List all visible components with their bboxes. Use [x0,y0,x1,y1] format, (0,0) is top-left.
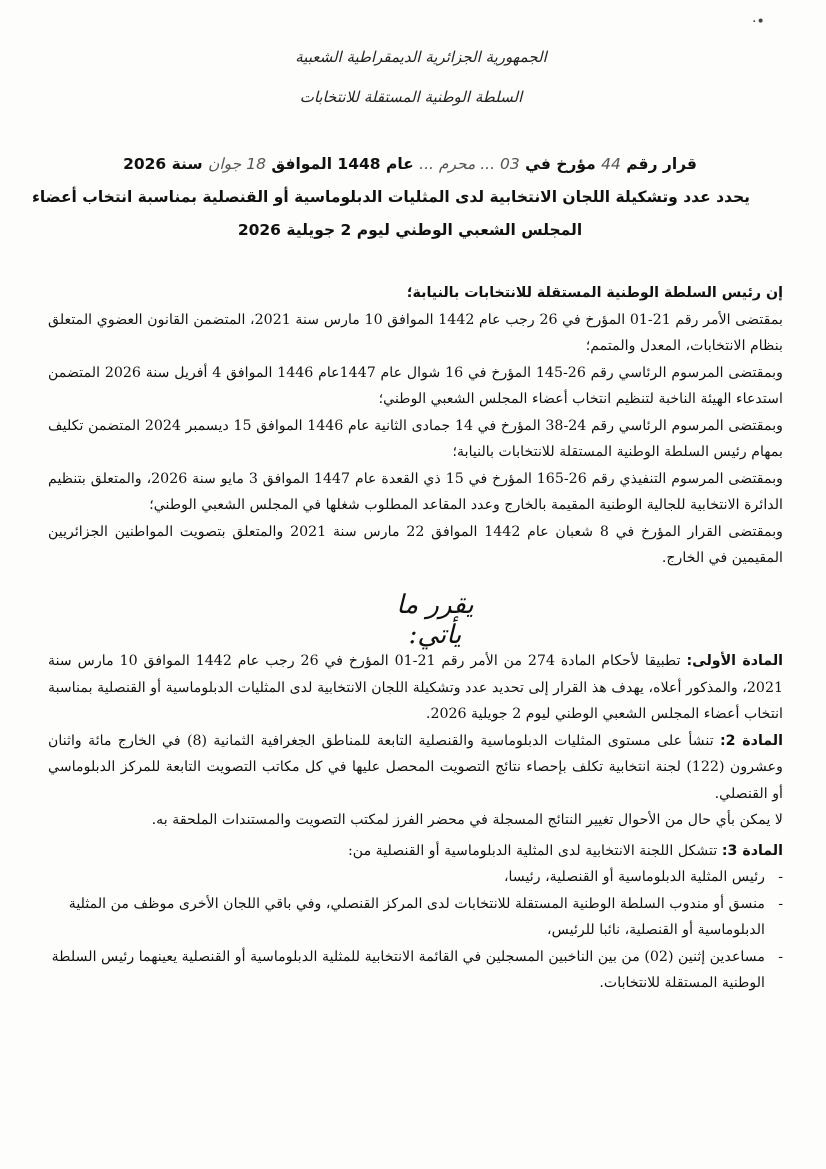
handwritten-date-2: 18 جوان [207,155,266,173]
dash-marker: - [778,895,783,912]
title-line-1 [70,148,750,181]
dash-marker: - [778,869,783,885]
header-authority: السلطة الوطنية المستقلة للانتخابات [299,88,523,106]
article-1 [48,648,783,728]
article-3-text: تتشكل اللجنة الانتخابية لدى المثلية الدبلوماسية أو القنصلية من: [347,842,718,859]
article-2-paragraph-2: لا يمكن بأي حال من الأحوال تغيير النتائج المسجلة في محضر الفرز لمكتب التصويت والمستندات الملحقة به. [151,812,783,828]
article-3-label: المادة 3: [721,842,783,859]
title-year: عام 1448 الموافق [271,155,414,173]
preamble-item: وبمقتضى المرسوم الرئاسي رقم 26-145 المؤرخ في 16 شوال عام 1447عام 1446 الموافق 4 أفريل سنة 2026 المتضمن استدعاء الهيئة الناخبة لتنظيم انتخاب أعضاء المجلس الشعبي الوطني؛ [48,364,783,407]
preamble-item: بمقتضى الأمر رقم 21-01 المؤرخ في 26 رجب عام 1442 الموافق 10 مارس سنة 2021، المتضمن القانون العضوي المتعلق بنظام الانتخابات، المعدل والمتمم؛ [48,311,783,354]
article-3 [48,838,783,865]
title-line-2: يحدد عدد وتشكيلة اللجان الانتخابية لدى المثليات الدبلوماسية أو القنصلية بمناسبة انتخاب أعضاء [31,188,750,206]
list-item-text: مساعدين إثنين (02) من بين الناخبين المسجلين في القائمة الانتخابية للمثلية الدبلوماسية أو القنصلية يعينهما رئيس السلطة الوطنية المستقلة للانتخابات. [51,948,765,991]
decree-heading: يقرر ما يأتي: [396,590,474,650]
list-item-text: منسق أو مندوب السلطة الوطنية المستقلة للانتخابات لدى المركز القنصلي، وفي باقي اللجان الأخرى موظف من المثلية الدبلوماسية أو القنصلية، نائبا للرئيس، [68,895,765,938]
preamble-item: وبمقتضى المرسوم الرئاسي رقم 24-38 المؤرخ في 14 جمادى الثانية عام 1446 الموافق 15 ديسمبر 2024 المتضمن تكليف بمهام رئيس السلطة الوطنية المستقلة للانتخابات بالنيابة؛ [48,417,783,460]
list-item-text: رئيس المثلية الدبلوماسية أو القنصلية، رئيسا، [503,869,765,885]
title-mid: مؤرخ في [525,155,596,173]
list-item [48,864,783,891]
list-item [48,891,783,944]
decision-number: 44 [601,155,621,173]
article-1-label: المادة الأولى: [686,653,784,669]
title-end: سنة 2026 [123,155,203,173]
corner-mark: ·• [752,14,765,30]
articles [48,648,783,997]
article-1-text: تطبيقا لأحكام المادة 274 من الأمر رقم 21-01 المؤرخ في 26 رجب عام 1442 الموافق 10 مارس سنة 2021، والمذكور أعلاه، يهدف هذ القرار إلى تحديد عدد وتشكيلة اللجان الانتخابية لدى المثليات الدبلوماسية أو القنصلية بمناسبة انتخاب أعضاء المجلس الشعبي الوطني ليوم 2 جويلية 2026. [48,653,783,722]
list-item [48,944,783,997]
preamble [48,280,783,572]
article-3-list [48,864,783,997]
title-line-3: المجلس الشعبي الوطني ليوم 2 جويلية 2026 [237,221,583,239]
preamble-item: وبمقتضى المرسوم التنفيذي رقم 26-165 المؤرخ في 15 ذي القعدة عام 1447 الموافق 3 مايو سنة 2026، والمتعلق بتنظيم الدائرة الانتخابية للجالية الوطنية المقيمة بالخارج وعدد المقاعد المطلوب شغلها في المجلس الشعبي الوطني؛ [48,470,783,513]
header-republic: الجمهورية الجزائرية الديمقراطية الشعبية [295,48,547,66]
preamble-intro: إن رئيس السلطة الوطنية المستقلة للانتخابات بالنيابة؛ [406,285,783,301]
decision-title [31,148,750,247]
article-2-text: تنشأ على مستوى المثليات الدبلوماسية والقنصلية التابعة للمناطق الجغرافية الثمانية (8) في الخارج مائة واثنان وعشرون (122) لجنة انتخابية تكلف بإحصاء نتائج التصويت المحصل عليها في كل مكاتب التصويت التابعة للمركز الدبلوماسي أو القنصلي. [48,732,783,802]
title-prefix: قرار رقم [626,155,697,173]
handwritten-date: 03 ... محرم ... [419,155,520,173]
preamble-item: وبمقتضى القرار المؤرخ في 8 شعبان عام 1442 الموافق 22 مارس سنة 2021 والمتعلق بتصويت المواطنين الجزائريين المقيمين في الخارج. [48,523,784,566]
article-2-label: المادة 2: [719,732,783,749]
dash-marker: - [778,948,783,965]
article-2 [48,728,783,808]
